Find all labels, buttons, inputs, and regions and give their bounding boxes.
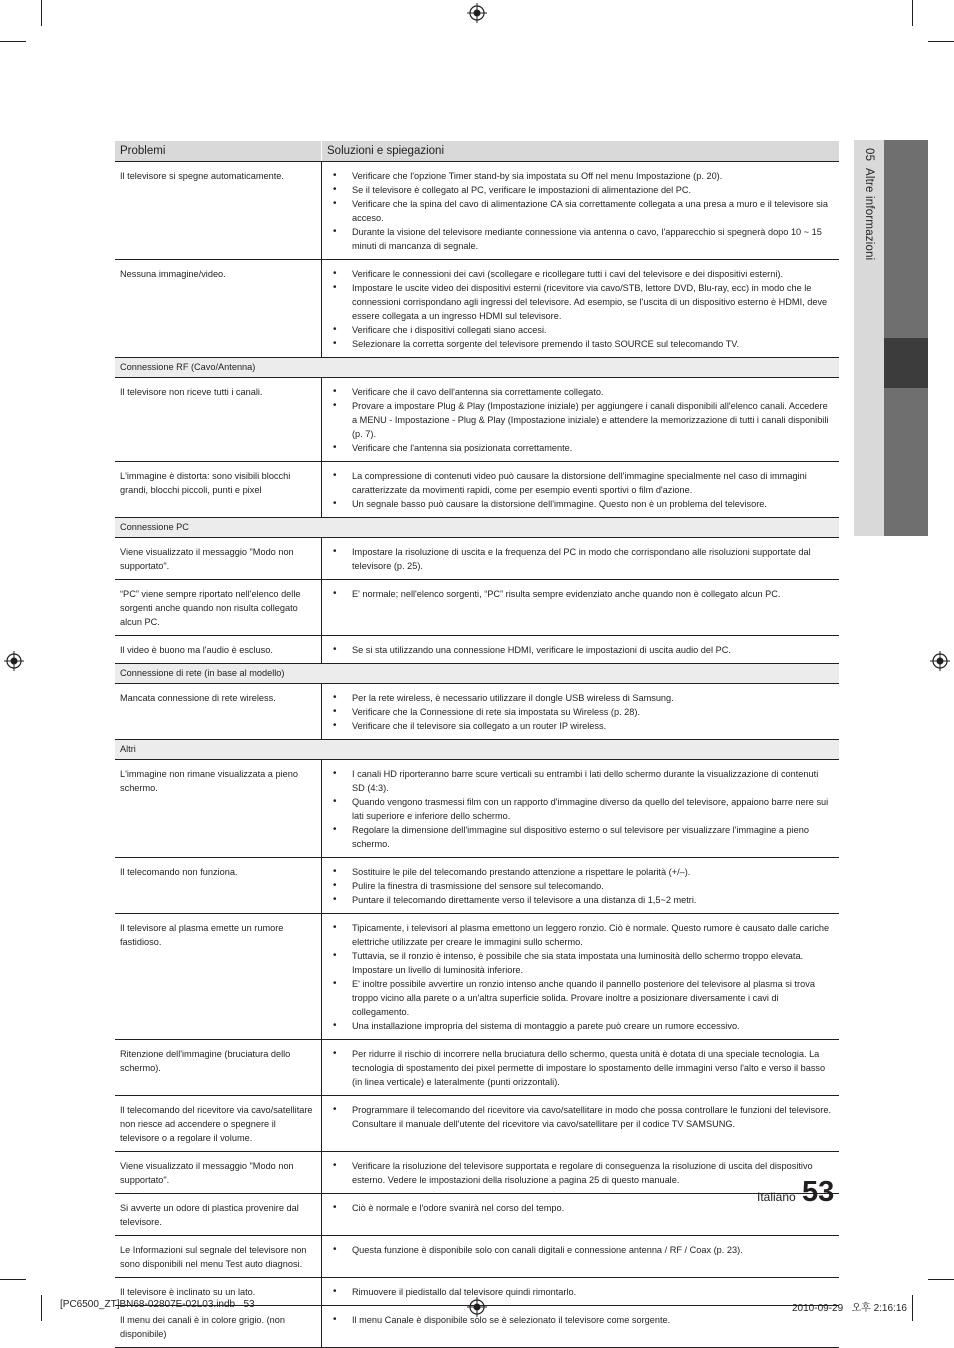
solution-item: • Verificare che il cavo dell'antenna sia correttamente collegato.: [330, 385, 833, 399]
table-row: [115, 636, 839, 664]
solution-item: • Verificare che l'opzione Timer stand-by sia impostata su Off nel menu Impostazione (p. 20).: [330, 169, 833, 183]
problem-cell: Viene visualizzato il messaggio "Modo non supportato".: [115, 1152, 322, 1194]
solutions-cell: [322, 684, 840, 740]
problem-cell: Il televisore si spegne automaticamente.: [115, 162, 322, 260]
header-problems: Problemi: [115, 141, 322, 162]
footer-timestamp: 2010-09-29 오후 2:16:16: [792, 1303, 907, 1314]
solution-item: • Un segnale basso può causare la distorsione dell'immagine. Questo non è un problema del televisore.: [330, 497, 833, 511]
problem-cell: L'immagine non rimane visualizzata a pieno schermo.: [115, 760, 322, 858]
solutions-cell: [322, 580, 840, 636]
side-tab-title: Altre informazioni: [863, 168, 875, 261]
section-title: Connessione di rete (in base al modello): [115, 664, 839, 684]
solution-list: [330, 545, 833, 573]
solution-list: [330, 1313, 833, 1327]
solution-item: • Questa funzione è disponibile solo con canali digitali e connessione antenna / RF / Coax (p. 23).: [330, 1243, 833, 1257]
table-row: [115, 462, 839, 518]
registration-mark-icon: [4, 651, 24, 671]
solution-item: • Sostituire le pile del telecomando prestando attenzione a rispettare le polarità (+/–).: [330, 865, 833, 879]
table-row: [115, 378, 839, 462]
solution-item: • I canali HD riporteranno barre scure verticali su entrambi i lati dello schermo durante la visualizzazione di contenuti SD (4:3).: [330, 767, 833, 795]
problem-cell: Ritenzione dell'immagine (bruciatura dello schermo).: [115, 1040, 322, 1096]
problem-cell: Si avverte un odore di plastica provenire dal televisore.: [115, 1194, 322, 1236]
solution-item: • Il menu Canale è disponibile solo se è selezionato il televisore come sorgente.: [330, 1313, 833, 1327]
crop-mark: [0, 41, 26, 42]
solution-list: [330, 169, 833, 253]
section-row: [115, 358, 839, 378]
solutions-cell: [322, 162, 840, 260]
solutions-cell: [322, 538, 840, 580]
problem-cell: Le Informazioni sul segnale del televisore non sono disponibili nel menu Test auto diagnosi.: [115, 1236, 322, 1278]
solutions-cell: [322, 760, 840, 858]
solution-list: [330, 1103, 833, 1131]
solution-item: • Impostare la risoluzione di uscita e la frequenza del PC in modo che corrispondano alle risoluzioni supportate dal televisore (p. 25).: [330, 545, 833, 573]
solutions-cell: [322, 260, 840, 358]
problem-cell: Il televisore al plasma emette un rumore fastidioso.: [115, 914, 322, 1040]
solution-item: • Tuttavia, se il ronzio è intenso, è possibile che sia stata impostata una luminosità dello schermo troppo elevata. Impostare un livello di luminosità inferiore.: [330, 949, 833, 977]
table-row: [115, 1194, 839, 1236]
problem-cell: Il telecomando del ricevitore via cavo/satellitare non riesce ad accendere o spegnere il televisore o a regolare il volume.: [115, 1096, 322, 1152]
solution-item: • Verificare che l'antenna sia posizionata correttamente.: [330, 441, 833, 455]
crop-mark: [41, 1295, 42, 1321]
table-row: [115, 858, 839, 914]
solution-item: • Selezionare la corretta sorgente del televisore premendo il tasto SOURCE sul telecomando TV.: [330, 337, 833, 351]
solution-item: • Verificare che la Connessione di rete sia impostata su Wireless (p. 28).: [330, 705, 833, 719]
solution-item: • E' inoltre possibile avvertire un ronzio intenso anche quando il pannello posteriore del televisore al plasma si trova troppo vicino alla parete o a un'altra superficie solida. Provare inoltre a posizionare diversamente i cavi di collegamento.: [330, 977, 833, 1019]
solution-list: [330, 691, 833, 733]
solution-item: • Se il televisore è collegato al PC, verificare le impostazioni di alimentazione del PC.: [330, 183, 833, 197]
solution-item: • Durante la visione del televisore mediante connessione via antenna o cavo, l'apparecchio si spegnerà dopo 10 ~ 15 minuti di mancanza di segnale.: [330, 225, 833, 253]
page-language: Italiano: [757, 1190, 796, 1204]
problem-cell: Viene visualizzato il messaggio "Modo non supportato".: [115, 538, 322, 580]
side-tab-label: [863, 148, 875, 260]
solution-item: • Una installazione impropria del sistema di montaggio a parete può creare un rumore eccessivo.: [330, 1019, 833, 1033]
page-number: 53: [802, 1176, 835, 1208]
solutions-cell: [322, 858, 840, 914]
solutions-cell: [322, 636, 840, 664]
table-body: [115, 162, 839, 1348]
table-row: [115, 260, 839, 358]
solution-item: • Verificare che la spina del cavo di alimentazione CA sia correttamente collegata a una presa a muro e il televisore sia acceso.: [330, 197, 833, 225]
solution-item: • Provare a impostare Plug & Play (Impostazione iniziale) per aggiungere i canali disponibili all'elenco canali. Accedere a MENU - Impostazione - Plug & Play (Impostazione iniziale) e attendere la memorizzazione di tutti i canali disponibili (p. 7).: [330, 399, 833, 441]
section-title: Altri: [115, 740, 839, 760]
solution-list: [330, 643, 833, 657]
crop-mark: [928, 1279, 954, 1280]
solutions-cell: [322, 1306, 840, 1348]
solutions-cell: [322, 1278, 840, 1306]
table-row: [115, 1152, 839, 1194]
table-row: [115, 538, 839, 580]
header-solutions: Soluzioni e spiegazioni: [322, 141, 840, 162]
problem-cell: Il menu dei canali è in colore grigio. (non disponibile): [115, 1306, 322, 1348]
problem-cell: Il video è buono ma l'audio è escluso.: [115, 636, 322, 664]
problem-cell: “PC” viene sempre riportato nell'elenco delle sorgenti anche quando non risulta collegato alcun PC.: [115, 580, 322, 636]
table-row: [115, 1040, 839, 1096]
solutions-cell: [322, 1096, 840, 1152]
solution-list: [330, 267, 833, 351]
solution-list: [330, 587, 833, 601]
table-row: [115, 1306, 839, 1348]
solution-list: [330, 921, 833, 1033]
problem-cell: Mancata connessione di rete wireless.: [115, 684, 322, 740]
crop-mark: [0, 1279, 26, 1280]
solutions-cell: [322, 462, 840, 518]
solution-item: • Se si sta utilizzando una connessione HDMI, verificare le impostazioni di uscita audio del PC.: [330, 643, 833, 657]
solution-item: • Ciò è normale e l'odore svanirà nel corso del tempo.: [330, 1201, 833, 1215]
solution-item: • Verificare che i dispositivi collegati siano accesi.: [330, 323, 833, 337]
table-header-row: [115, 141, 839, 162]
solution-item: • Per la rete wireless, è necessario utilizzare il dongle USB wireless di Samsung.: [330, 691, 833, 705]
solution-item: • Verificare le connessioni dei cavi (scollegare e ricollegare tutti i cavi del televisore e dei dispositivi esterni).: [330, 267, 833, 281]
troubleshooting-table: [115, 141, 839, 1348]
solution-item: • Per ridurre il rischio di incorrere nella bruciatura dello schermo, questa unità è dotata di una speciale tecnologia. La tecnologia di spostamento dei pixel permette di impostare lo spostamento delle immagini verso l'alto e verso il basso (in linea verticale) e lateralmente (punti orizzontali).: [330, 1047, 833, 1089]
crop-mark: [928, 41, 954, 42]
table-row: [115, 914, 839, 1040]
section-row: [115, 518, 839, 538]
section-title: Connessione RF (Cavo/Antenna): [115, 358, 839, 378]
solutions-cell: [322, 378, 840, 462]
crop-mark: [912, 1295, 913, 1321]
footer-file: [PC6500_ZT]BN68-02807E-02L03.indb 53: [60, 1299, 255, 1310]
solution-list: [330, 385, 833, 455]
section-row: [115, 664, 839, 684]
solutions-cell: [322, 914, 840, 1040]
registration-mark-icon: [930, 651, 950, 671]
solution-item: • E' normale; nell'elenco sorgenti, “PC” risulta sempre evidenziato anche quando non è collegato alcun PC.: [330, 587, 833, 601]
table-row: [115, 684, 839, 740]
solution-list: [330, 865, 833, 907]
solutions-cell: [322, 1236, 840, 1278]
section-title: Connessione PC: [115, 518, 839, 538]
problem-cell: Il telecomando non funziona.: [115, 858, 322, 914]
solution-list: [330, 1159, 833, 1187]
problem-cell: Il televisore è inclinato su un lato.: [115, 1278, 322, 1306]
solution-item: • Programmare il telecomando del ricevitore via cavo/satellitare in modo che possa controllare le funzioni del televisore. Consultare il manuale dell'utente del ricevitore via cavo/satellitare per il codice TV SAMSUNG.: [330, 1103, 833, 1131]
solution-list: [330, 767, 833, 851]
crop-mark: [41, 0, 42, 26]
problem-cell: L'immagine è distorta: sono visibili blocchi grandi, blocchi piccoli, punti e pixel: [115, 462, 322, 518]
solution-item: • Pulire la finestra di trasmissione del sensore sul telecomando.: [330, 879, 833, 893]
solutions-cell: [322, 1152, 840, 1194]
solution-item: • Puntare il telecomando direttamente verso il televisore a una distanza di 1,5~2 metri.: [330, 893, 833, 907]
registration-mark-icon: [467, 3, 487, 23]
solution-item: • Impostare le uscite video dei dispositivi esterni (ricevitore via cavo/STB, lettore DVD, Blu-ray, ecc) in modo che le connessioni corrispondano agli ingressi del televisore. Ad esempio, se l'uscita di un dispositivo esterno è HDMI, deve essere collegata a un ingresso HDMI sul televisore.: [330, 281, 833, 323]
solution-list: [330, 469, 833, 511]
solution-item: • Rimuovere il piedistallo dal televisore quindi rimontarlo.: [330, 1285, 833, 1299]
solution-item: • La compressione di contenuti video può causare la distorsione dell'immagine specialmente nel caso di immagini caratterizzate da movimenti rapidi, come per esempio eventi sportivi o film d'azione.: [330, 469, 833, 497]
table-row: [115, 760, 839, 858]
solution-list: [330, 1285, 833, 1299]
problem-cell: Il televisore non riceve tutti i canali.: [115, 378, 322, 462]
solution-list: [330, 1047, 833, 1089]
solutions-cell: [322, 1040, 840, 1096]
section-row: [115, 740, 839, 760]
solution-item: • Quando vengono trasmessi film con un rapporto d'immagine diverso da quello del televisore, appaiono barre nere sui lati superiore e inferiore dello schermo.: [330, 795, 833, 823]
problem-cell: Nessuna immagine/video.: [115, 260, 322, 358]
table-row: [115, 580, 839, 636]
solution-list: [330, 1243, 833, 1257]
table-row: [115, 1096, 839, 1152]
solution-item: • Tipicamente, i televisori al plasma emettono un leggero ronzio. Ciò è normale. Questo rumore è causato dalle cariche elettriche utilizzate per creare le immagini sullo schermo.: [330, 921, 833, 949]
solution-item: • Regolare la dimensione dell'immagine sul dispositivo esterno o sul televisore per visualizzare l'immagine a pieno schermo.: [330, 823, 833, 851]
crop-mark: [912, 0, 913, 26]
table-row: [115, 162, 839, 260]
solution-item: • Verificare la risoluzione del televisore supportata e regolare di conseguenza la risoluzione di uscita del dispositivo esterno. Vedere le impostazioni della risoluzione a pagina 25 di questo manuale.: [330, 1159, 833, 1187]
side-tab-number: 05: [863, 148, 875, 162]
side-tab-marker: [884, 338, 928, 388]
solution-item: • Verificare che il televisore sia collegato a un router IP wireless.: [330, 719, 833, 733]
table-row: [115, 1236, 839, 1278]
